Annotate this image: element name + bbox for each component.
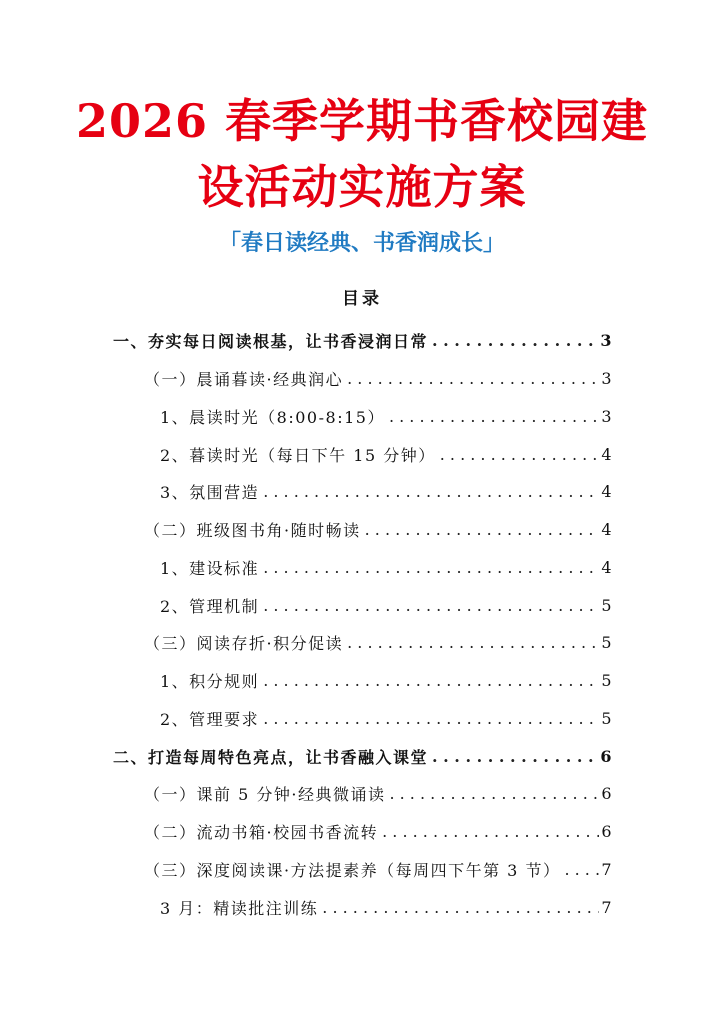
toc-dot-leader	[382, 822, 599, 841]
toc-entry[interactable]	[144, 851, 613, 889]
toc-dot-leader	[432, 331, 598, 350]
toc-page-number: 4	[601, 557, 613, 577]
toc-entry[interactable]	[160, 662, 613, 700]
toc-entry-text: （二）流动书箱·校园书香流转	[144, 820, 380, 843]
toc-page-number: 3	[601, 406, 613, 426]
toc-dot-leader	[432, 747, 598, 766]
toc-page-number: 5	[601, 671, 613, 691]
toc-dot-leader	[564, 860, 599, 879]
toc-entry-text: （一）课前 5 分钟·经典微诵读	[144, 782, 387, 805]
toc-dot-leader	[263, 558, 599, 577]
toc-dot-leader	[440, 445, 600, 464]
toc-dot-leader	[263, 709, 599, 728]
toc-dot-leader	[322, 898, 599, 917]
toc-dot-leader	[263, 596, 599, 615]
toc-page-number: 7	[601, 897, 613, 917]
toc-entry-text: 2、暮读时光（每日下午 15 分钟）	[160, 443, 438, 466]
toc-page-number: 5	[601, 595, 613, 615]
toc-dot-leader	[389, 407, 599, 426]
toc-entry[interactable]	[113, 737, 613, 775]
toc-entry-text: 2、管理机制	[160, 594, 261, 617]
document-subtitle: 「春日读经典、书香润成长」	[218, 230, 505, 256]
toc-dot-leader	[263, 482, 599, 501]
toc-dot-leader	[365, 520, 600, 539]
toc-page-number: 7	[601, 859, 613, 879]
toc-entry-text: 1、积分规则	[160, 669, 261, 692]
toc-page-number: 5	[601, 633, 613, 653]
toc-dot-leader	[263, 671, 599, 690]
toc-entry[interactable]	[160, 549, 613, 587]
toc-page-number: 3	[601, 369, 613, 389]
toc-entry-text: 3、氛围营造	[160, 480, 261, 503]
toc-page-number: 4	[601, 482, 613, 502]
document-title-line-1: 2026 春季学期书香校园建	[75, 94, 649, 148]
toc-entry-text: （一）晨诵暮读·经典润心	[144, 367, 345, 390]
toc-page-number: 4	[601, 520, 613, 540]
toc-page-number: 6	[601, 784, 613, 804]
toc-entry-text: （三）阅读存折·积分促读	[144, 631, 345, 654]
toc-entry[interactable]	[160, 473, 613, 511]
toc-entry[interactable]	[144, 511, 613, 549]
toc-entry-text: 二、打造每周特色亮点，让书香融入课堂	[113, 745, 430, 768]
toc-entry[interactable]	[144, 775, 613, 813]
toc-entry-text: 3 月：精读批注训练	[160, 896, 320, 919]
toc-entry-text: 1、建设标准	[160, 556, 261, 579]
toc-entry[interactable]	[144, 624, 613, 662]
toc-entry-text: 1、晨读时光（8:00-8:15）	[160, 405, 387, 428]
toc-page-number: 3	[600, 331, 613, 351]
toc-entry[interactable]	[144, 813, 613, 851]
toc-page-number: 6	[600, 746, 613, 766]
toc-page-number: 5	[601, 708, 613, 728]
title-block	[0, 88, 724, 258]
toc-entry[interactable]	[144, 360, 613, 398]
toc-page-number: 4	[601, 444, 613, 464]
toc-entry-text: 一、夯实每日阅读根基，让书香浸润日常	[113, 329, 430, 352]
toc-entry[interactable]	[160, 435, 613, 473]
toc-page-number: 6	[601, 822, 613, 842]
toc-dot-leader	[389, 784, 599, 803]
toc-entry-text: （二）班级图书角·随时畅读	[144, 518, 363, 541]
toc-entry[interactable]	[160, 700, 613, 738]
table-of-contents	[0, 322, 724, 926]
toc-entry-text: （三）深度阅读课·方法提素养（每周四下午第 3 节）	[144, 858, 562, 881]
toc-entry[interactable]	[160, 586, 613, 624]
document-title-line-2: 设活动实施方案	[197, 160, 527, 214]
toc-entry[interactable]	[160, 888, 613, 926]
toc-dot-leader	[347, 369, 599, 388]
toc-entry-text: 2、管理要求	[160, 707, 261, 730]
toc-entry[interactable]	[113, 322, 613, 360]
toc-heading: 目录	[342, 289, 382, 309]
toc-entry[interactable]	[160, 398, 613, 436]
toc-dot-leader	[347, 633, 599, 652]
